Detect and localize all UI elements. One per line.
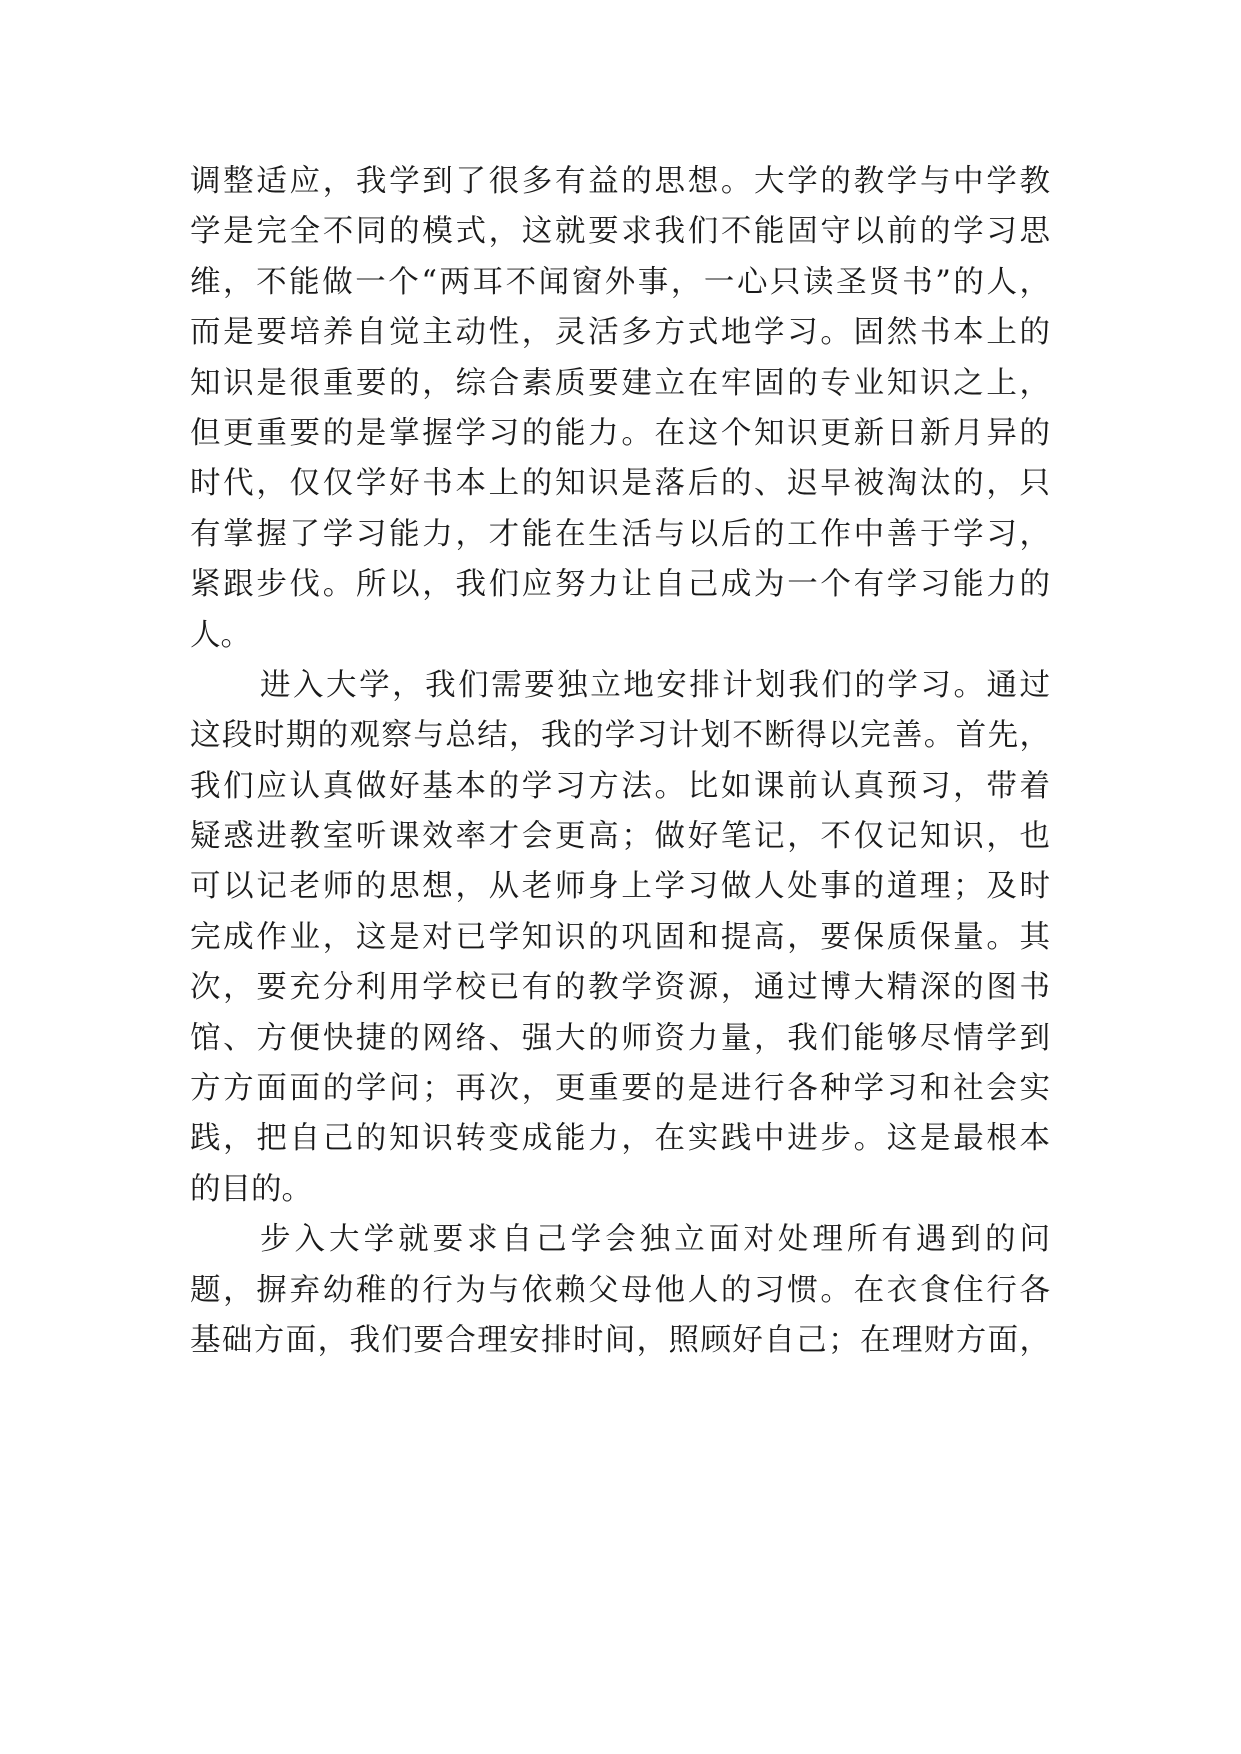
text-line: 馆、方便快捷的网络、强大的师资力量，我们能够尽情学到 [190, 1020, 1050, 1056]
text-line: 进入大学，我们需要独立地安排计划我们的学习。通过 [260, 667, 1050, 703]
text-line: 方方面面的学问；再次，更重要的是进行各种学习和社会实 [190, 1071, 1050, 1107]
text-line: 知识是很重要的，综合素质要建立在牢固的专业知识之上， [190, 365, 1050, 401]
text-line: 调整适应，我学到了很多有益的思想。大学的教学与中学教 [190, 164, 1050, 199]
text-line: 紧跟步伐。所以，我们应努力让自己成为一个有学习能力的 [190, 567, 1050, 603]
text-line: 人。 [190, 617, 251, 653]
text-line: 疑惑进教室听课效率才会更高；做好笔记，不仅记知识，也 [190, 819, 1050, 855]
text-line: 而是要培养自觉主动性，灵活多方式地学习。固然书本上的 [190, 315, 1050, 351]
text-line: 有掌握了学习能力，才能在生活与以后的工作中善于学习， [190, 516, 1050, 552]
text-line: 基础方面，我们要合理安排时间，照顾好自己；在理财方面， [190, 1322, 1050, 1358]
text-line: 的目的。 [190, 1171, 312, 1207]
text-line: 完成作业，这是对已学知识的巩固和提高，要保质保量。其 [190, 919, 1050, 955]
text-line: 步入大学就要求自己学会独立面对处理所有遇到的问 [260, 1222, 1050, 1258]
text-line: 维，不能做一个“两耳不闻窗外事，一心只读圣贤书”的人， [190, 264, 1050, 300]
text-line: 这段时期的观察与总结，我的学习计划不断得以完善。首先， [190, 718, 1050, 754]
text-line: 题，摒弃幼稚的行为与依赖父母他人的习惯。在衣食住行各 [190, 1272, 1050, 1308]
text-line: 践，把自己的知识转变成能力，在实践中进步。这是最根本 [190, 1121, 1050, 1157]
body-text [190, 157, 1050, 1366]
text-line: 但更重要的是掌握学习的能力。在这个知识更新日新月异的 [190, 415, 1050, 451]
text-line: 学是完全不同的模式，这就要求我们不能固守以前的学习思 [190, 214, 1050, 250]
text-line: 时代，仅仅学好书本上的知识是落后的、迟早被淘汰的，只 [190, 466, 1050, 502]
text-line: 可以记老师的思想，从老师身上学习做人处事的道理；及时 [190, 869, 1050, 905]
text-line: 我们应认真做好基本的学习方法。比如课前认真预习，带着 [190, 768, 1050, 804]
text-line: 次，要充分利用学校已有的教学资源，通过博大精深的图书 [190, 970, 1050, 1006]
